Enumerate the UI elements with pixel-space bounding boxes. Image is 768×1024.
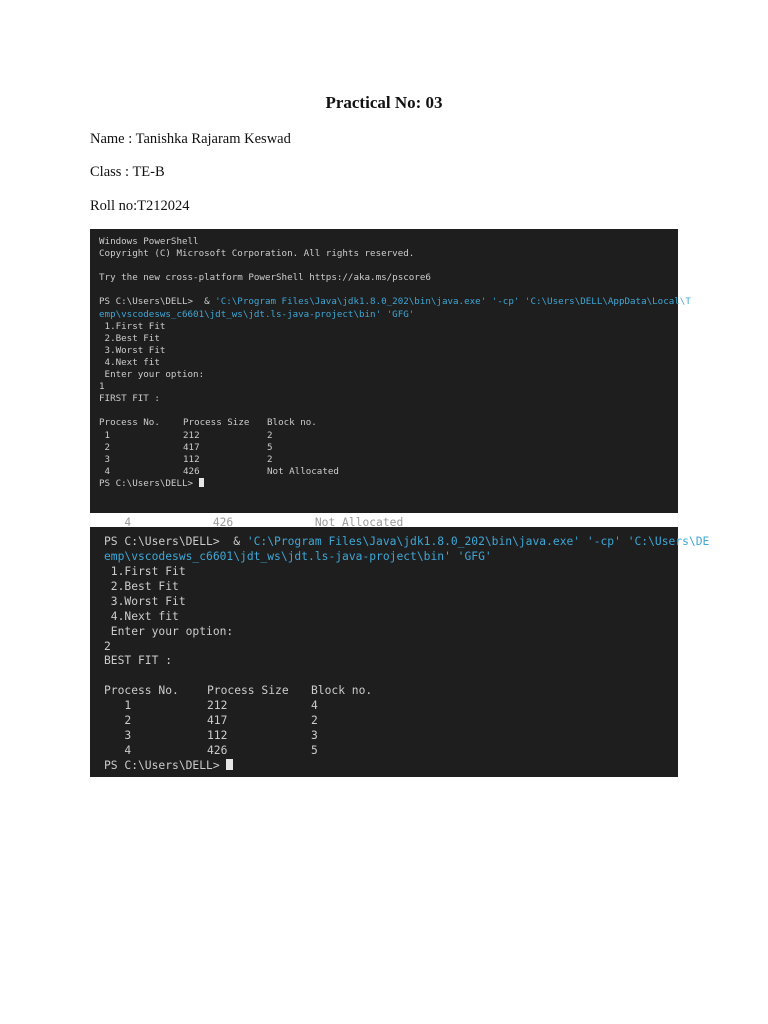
class-line: Class : TE-B bbox=[90, 164, 165, 180]
prompt-prefix: PS C:\Users\DELL> & bbox=[104, 535, 247, 549]
text-cursor bbox=[199, 478, 204, 487]
menu-item: 4.Next fit bbox=[104, 609, 179, 623]
terminal-screenshot-best-fit bbox=[90, 516, 710, 777]
final-prompt-line: PS C:\Users\DELL> bbox=[104, 759, 678, 774]
result-title: FIRST FIT : bbox=[99, 393, 160, 405]
command-text: 'C:\Program Files\Java\jdk1.8.0_202\bin\java.exe' '-cp' 'C:\Users\DE bbox=[246, 535, 710, 549]
menu-item: 3.Worst Fit bbox=[99, 344, 166, 356]
terminal-copyright-line: Copyright (C) Microsoft Corporation. All rights reserved. bbox=[99, 248, 415, 260]
result-title: BEST FIT : bbox=[104, 654, 173, 668]
table-row: 3 112 3 bbox=[104, 728, 318, 742]
terminal-header-line: Windows PowerShell bbox=[99, 236, 199, 247]
terminal-command-line bbox=[99, 296, 691, 308]
table-header: Process No. Process Size Block no. bbox=[104, 684, 373, 698]
table-row: 2 417 2 bbox=[104, 713, 318, 727]
table-row: 4 426 Not Allocated bbox=[99, 465, 339, 477]
entered-option: 1 bbox=[99, 381, 105, 393]
prompt-prefix: PS C:\Users\DELL> & bbox=[99, 296, 216, 308]
name-line: Name : Tanishka Rajaram Keswad bbox=[90, 131, 291, 147]
entered-option: 2 bbox=[104, 639, 111, 653]
table-row: 1 212 2 bbox=[99, 429, 273, 441]
menu-item: 2.Best Fit bbox=[104, 579, 179, 593]
table-row: 4 426 5 bbox=[104, 743, 318, 757]
terminal-command-continuation: emp\vscodesws_c6601\jdt_ws\jdt.ls-java-project\bin' 'GFG' bbox=[99, 308, 415, 320]
terminal-screenshot-first-fit bbox=[90, 229, 691, 513]
terminal-command-line bbox=[104, 535, 710, 550]
table-row: 2 417 5 bbox=[99, 441, 273, 453]
roll-line: Roll no:T212024 bbox=[90, 198, 190, 214]
text-cursor bbox=[226, 759, 232, 770]
cutoff-line: 4 426 Not Allocated bbox=[104, 516, 404, 529]
menu-item: 3.Worst Fit bbox=[104, 594, 186, 608]
table-row: 1 212 4 bbox=[104, 699, 318, 713]
table-header: Process No. Process Size Block no. bbox=[99, 417, 317, 429]
menu-item: 4.Next fit bbox=[99, 356, 160, 368]
menu-item: 2.Best Fit bbox=[99, 332, 160, 344]
terminal-pscore-line: Try the new cross-platform PowerShell https://aka.ms/pscore6 bbox=[99, 272, 431, 284]
command-text: 'C:\Program Files\Java\jdk1.8.0_202\bin\java.exe' '-cp' 'C:\Users\DELL\AppData\Local\T bbox=[215, 296, 691, 308]
final-prompt-line: PS C:\Users\DELL> bbox=[99, 478, 678, 490]
table-row: 3 112 2 bbox=[99, 453, 273, 465]
menu-prompt: Enter your option: bbox=[99, 369, 205, 381]
page-title: Practical No: 03 bbox=[325, 93, 443, 112]
terminal-command-continuation: emp\vscodesws_c6601\jdt_ws\jdt.ls-java-project\bin' 'GFG' bbox=[104, 550, 492, 564]
menu-prompt: Enter your option: bbox=[104, 624, 234, 638]
menu-item: 1.First Fit bbox=[99, 320, 166, 332]
menu-item: 1.First Fit bbox=[104, 565, 186, 579]
